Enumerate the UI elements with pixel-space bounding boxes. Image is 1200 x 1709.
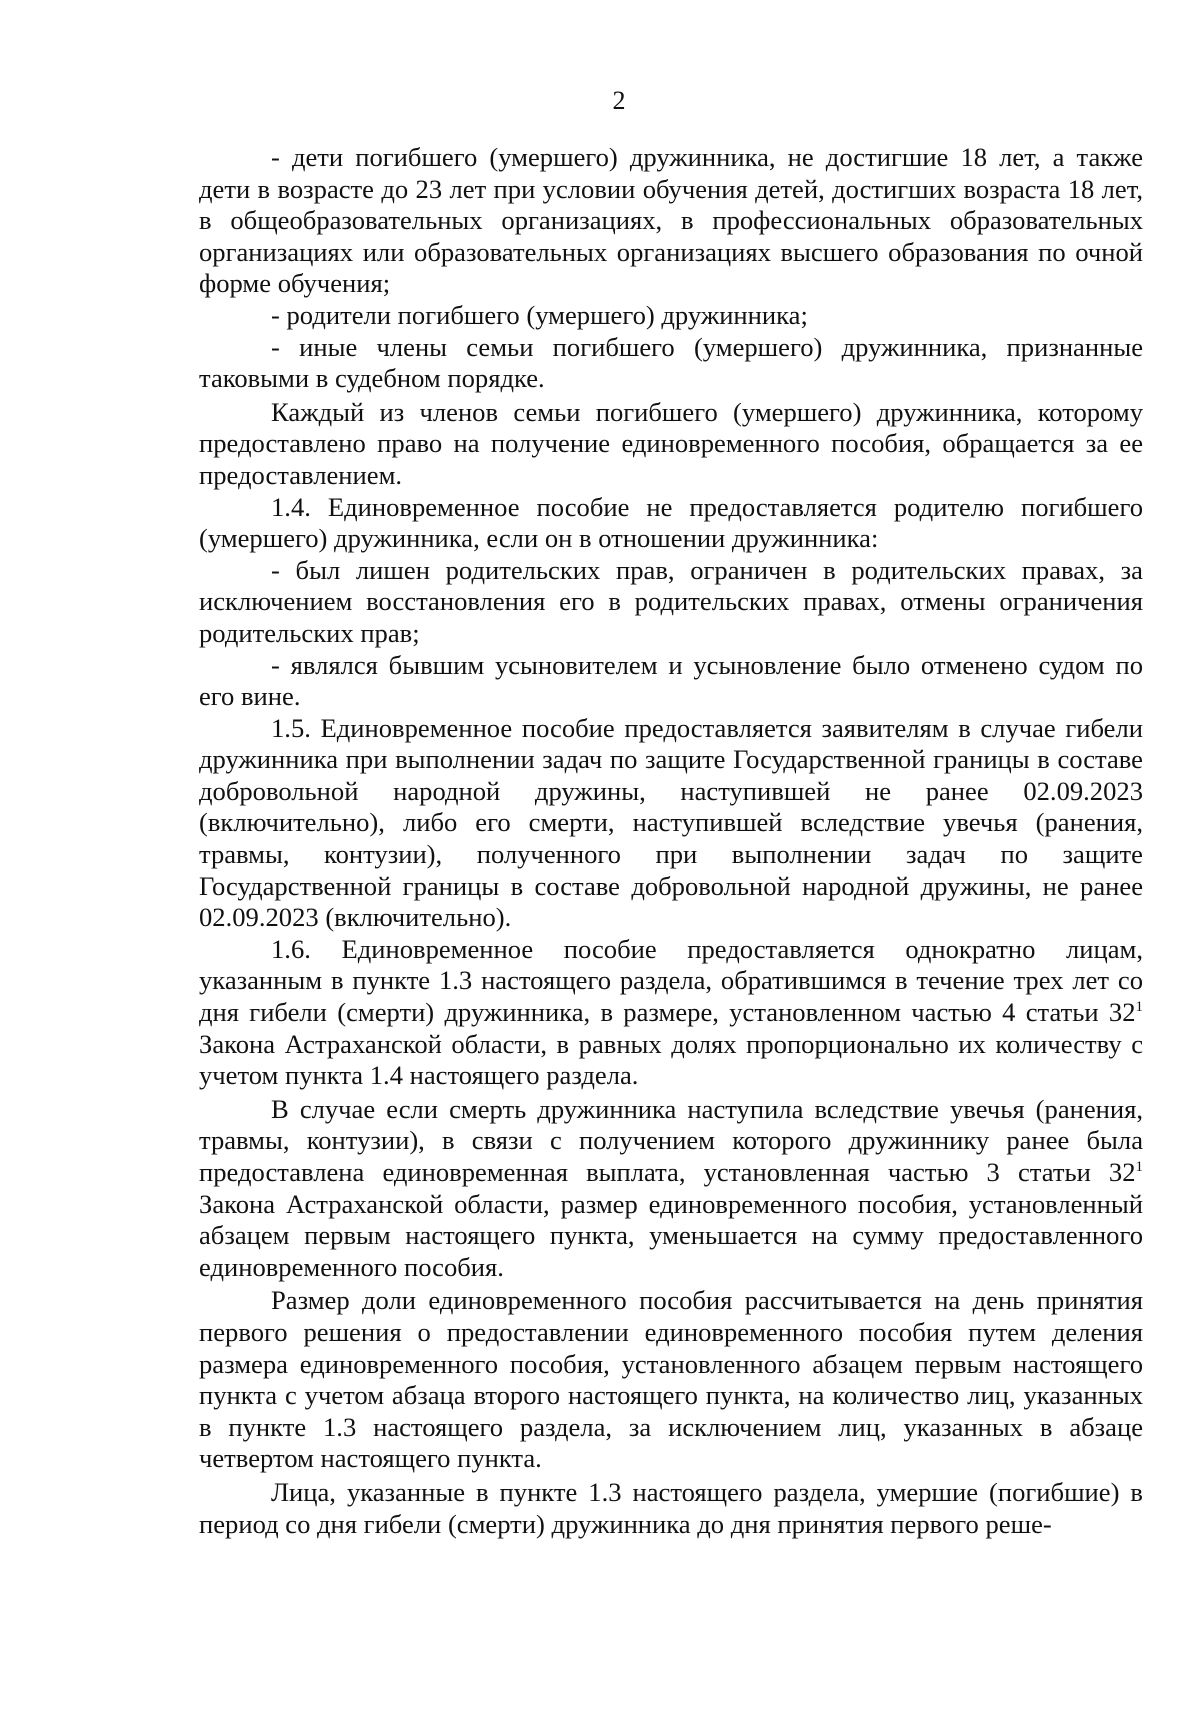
paragraph-children: - дети погибшего (умершего) дружинника, не достигшие 18 лет, а также дети в возрасте до 23 лет при условии обучения детей, достигших возраста 18 лет, в общеобразовательных организациях, в профессиональных образовательных организациях или образовательных организациях высшего образования по очной форме обучения; bbox=[199, 142, 1143, 299]
paragraph-share-size: Размер доли единовременного пособия рассчитывается на день принятия первого решения о предоставлении единовременного пособия путем деления размера единовременного пособия, установленного абзацем первым настоящего пункта с учетом абзаца второго настоящего пункта, на количество лиц, указанных в пункте 1.3 настоящего раздела, за исключением лиц, указанных в абзаце четвертом настоящего пункта. bbox=[199, 1285, 1143, 1474]
paragraph-reduction-before: В случае если смерть дружинника наступила вследствие увечья (ранения, травмы, контузии), в связи с получением которого дружиннику ранее была предоставлена единовременная выплата, установленная частью 3 статьи 32 bbox=[199, 1093, 1143, 1187]
paragraph-adopter: - являлся бывшим усыновителем и усыновление было отменено судом по его вине. bbox=[199, 649, 1143, 712]
paragraph-deprived-rights: - был лишен родительских прав, ограничен в родительских правах, за исключением восстановления его в родительских правах, отмены ограничения родительских прав; bbox=[199, 554, 1143, 648]
paragraph-other-family: - иные члены семьи погибшего (умершего) дружинника, признанные таковыми в судебном порядке. bbox=[199, 331, 1143, 394]
article-superscript: 1 bbox=[1135, 1159, 1143, 1176]
paragraph-1-6-after: Закона Астраханской области, в равных долях пропорционально их количеству с учетом пункта 1.4 настоящего раздела. bbox=[199, 1028, 1143, 1091]
article-superscript: 1 bbox=[1135, 999, 1143, 1016]
paragraph-1-5: 1.5. Единовременное пособие предоставляется заявителям в случае гибели дружинника при выполнении задач по защите Государственной границы в составе добровольной народной дружины, наступившей не ранее 02.09.2023 (включительно), либо его смерти, наступившей вследствие увечья (ранения, травмы, контузии), полученного при выполнении задач по защите Государственной границы в составе добровольной народной дружины, не ранее 02.09.2023 (включительно). bbox=[199, 712, 1143, 933]
paragraph-1-6-before: 1.6. Единовременное пособие предоставляется однократно лицам, указанным в пункте 1.3 настоящего раздела, обратившимся в течение трех лет со дня гибели (смерти) дружинника, в размере, установленном частью 4 статьи 32 bbox=[199, 933, 1143, 1028]
paragraph-parents: - родители погибшего (умершего) дружинника; bbox=[271, 299, 808, 330]
paragraph-1-6 bbox=[199, 934, 1143, 1092]
paragraph-reduction bbox=[199, 1094, 1143, 1284]
paragraph-1-4: 1.4. Единовременное пособие не предоставляется родителю погибшего (умершего) дружинника, если он в отношении дружинника: bbox=[199, 491, 1143, 554]
paragraph-each-member: Каждый из членов семьи погибшего (умершего) дружинника, которому предоставлено право на получение единовременного пособия, обращается за ее предоставлением. bbox=[199, 396, 1143, 490]
paragraph-deceased-persons: Лица, указанные в пункте 1.3 настоящего раздела, умершие (погибшие) в период со дня гибели (смерти) дружинника до дня принятия первого реше- bbox=[199, 1476, 1143, 1539]
page-number: 2 bbox=[612, 86, 626, 115]
document-body bbox=[199, 142, 1143, 1540]
paragraph-reduction-after: Закона Астраханской области, размер единовременного пособия, установленный абзацем первым настоящего пункта, уменьшается на сумму предоставленного единовременного пособия. bbox=[199, 1188, 1143, 1282]
